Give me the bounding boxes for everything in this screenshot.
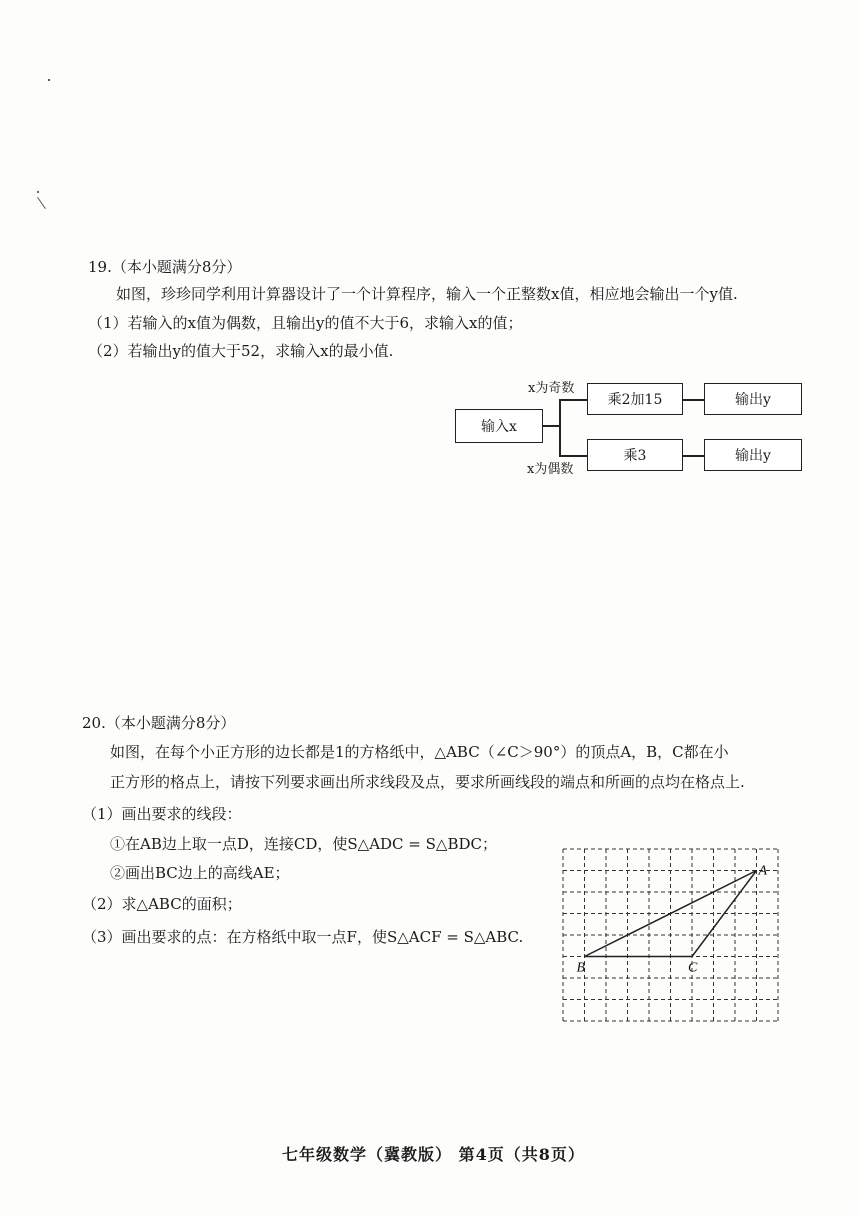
q20-part-1b: ②画出BC边上的高线AE； [110, 864, 290, 882]
q20-intro-line-2: 正方形的格点上，请按下列要求画出所求线段及点，要求所画线段的端点和所画的点均在格点上. [110, 773, 745, 791]
q19-header: 19.（本小题满分8分） [88, 258, 242, 276]
q20-intro-line-1: 如图，在每个小正方形的边长都是1的方格纸中，△ABC（∠C＞90°）的顶点A，B，C都在小 [110, 743, 729, 761]
flow-output-box-bottom: 输出y [704, 439, 802, 471]
flow-odd-label: x为奇数 [528, 381, 575, 396]
q20-part-1: （1）画出要求的线段： [82, 805, 242, 823]
q20-part-1a: ①在AB边上取一点D，连接CD，使S△ADC = S△BDC； [110, 835, 497, 853]
scan-speck [48, 79, 50, 81]
grid-lines [563, 849, 778, 1021]
flow-even-label: x为偶数 [527, 462, 574, 477]
flow-output-box-top: 输出y [704, 383, 802, 415]
q19-part-2: （2）若输出y的值大于52，求输入x的最小值. [88, 342, 394, 360]
flow-odd-operation-box: 乘2加15 [587, 383, 683, 415]
vertex-label-a: A [758, 863, 768, 879]
vertex-label-b: B [576, 960, 586, 976]
flow-even-operation-box: 乘3 [587, 439, 683, 471]
q20-grid-figure [556, 843, 796, 1023]
scan-speck [37, 191, 40, 194]
flow-connector [683, 399, 704, 401]
q20-part-3: （3）画出要求的点：在方格纸中取一点F，使S△ACF = S△ABC. [82, 928, 524, 946]
q19-intro: 如图，珍珍同学利用计算器设计了一个计算程序，输入一个正整数x值，相应地会输出一个y值. [116, 285, 738, 303]
scan-speck [37, 197, 46, 209]
q20-part-2: （2）求△ABC的面积； [82, 895, 242, 913]
flow-connector [559, 399, 561, 456]
q20-header: 20.（本小题满分8分） [82, 714, 236, 732]
flow-connector [559, 455, 587, 457]
page-footer: 七年级数学（冀教版） 第4页（共8页） [282, 1145, 585, 1164]
flow-connector [543, 425, 560, 427]
q19-part-1: （1）若输入的x值为偶数，且输出y的值不大于6，求输入x的值； [88, 314, 523, 332]
vertex-label-c: C [688, 960, 698, 976]
flow-connector [559, 399, 587, 401]
flow-input-box: 输入x [455, 409, 543, 443]
flow-connector [683, 455, 704, 457]
